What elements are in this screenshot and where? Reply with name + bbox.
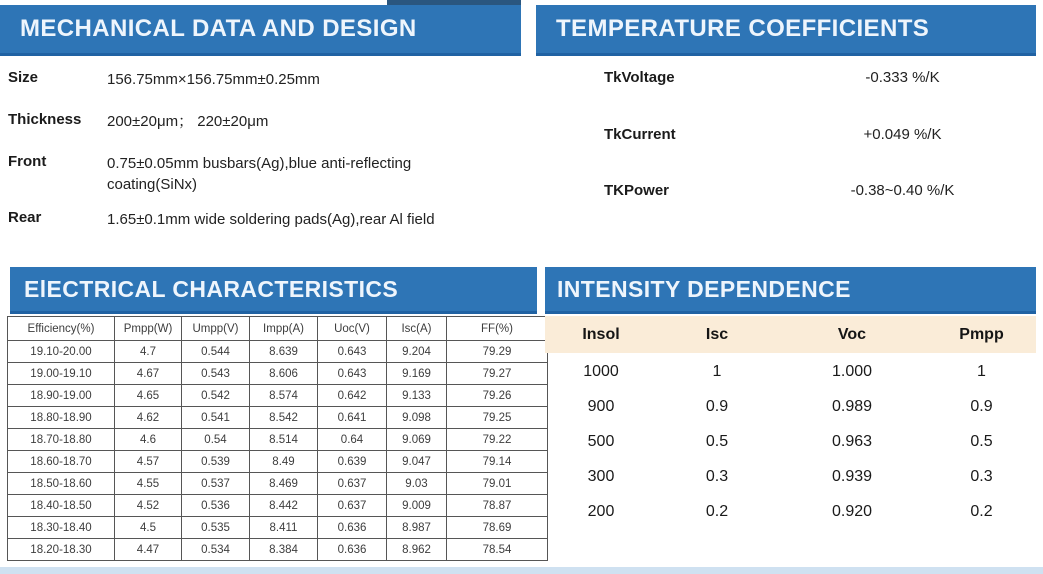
table-cell: 18.20-18.30 xyxy=(8,539,115,561)
column-header: Isc xyxy=(705,325,729,343)
table-row xyxy=(8,429,548,451)
table-cell: 8.639 xyxy=(250,341,318,363)
column-header: Pmpp xyxy=(959,325,1004,343)
column-header: Impp(A) xyxy=(250,317,318,341)
table-cell: 78.54 xyxy=(447,539,548,561)
coefficient-label: TKPower xyxy=(604,182,670,199)
table-cell: 1000 xyxy=(583,362,619,380)
table-cell: 4.65 xyxy=(115,385,182,407)
table-cell: 18.80-18.90 xyxy=(8,407,115,429)
coefficient-value: -0.333 %/K xyxy=(865,69,940,86)
electrical-table-body xyxy=(8,341,548,561)
table-cell: 79.01 xyxy=(447,473,548,495)
table-cell: 18.50-18.60 xyxy=(8,473,115,495)
intensity-table-header xyxy=(545,316,1036,353)
table-cell: 0.2 xyxy=(970,502,993,520)
table-cell: 8.442 xyxy=(250,495,318,517)
table-cell: 78.87 xyxy=(447,495,548,517)
spec-label: Thickness xyxy=(8,111,82,128)
table-cell: 18.70-18.80 xyxy=(8,429,115,451)
column-header: Uoc(V) xyxy=(318,317,387,341)
table-cell: 500 xyxy=(587,432,615,450)
table-cell: 8.574 xyxy=(250,385,318,407)
table-row xyxy=(8,451,548,473)
table-cell: 79.14 xyxy=(447,451,548,473)
table-cell: 1 xyxy=(977,362,986,380)
column-header: Pmpp(W) xyxy=(115,317,182,341)
table-cell: 8.384 xyxy=(250,539,318,561)
table-cell: 19.00-19.10 xyxy=(8,363,115,385)
table-cell: 4.52 xyxy=(115,495,182,517)
table-cell: 4.57 xyxy=(115,451,182,473)
table-row xyxy=(545,389,1036,424)
spec-label: Rear xyxy=(8,209,42,226)
spec-value: 156.75mm×156.75mm±0.25mm xyxy=(107,71,320,88)
table-cell: 0.543 xyxy=(182,363,250,385)
table-row xyxy=(8,407,548,429)
coefficient-label: TkCurrent xyxy=(604,126,676,143)
table-cell: 4.67 xyxy=(115,363,182,385)
column-header: FF(%) xyxy=(447,317,548,341)
table-cell: 0.544 xyxy=(182,341,250,363)
table-cell: 0.3 xyxy=(970,467,993,485)
table-cell: 0.636 xyxy=(318,517,387,539)
coefficient-label: TkVoltage xyxy=(604,69,675,86)
column-header: Isc(A) xyxy=(387,317,447,341)
column-header: Insol xyxy=(582,325,620,343)
electrical-table-head xyxy=(8,317,548,341)
table-cell: 4.6 xyxy=(115,429,182,451)
table-row xyxy=(545,354,1036,389)
table-cell: 9.169 xyxy=(387,363,447,385)
temperature-section-header xyxy=(536,5,1036,56)
spec-value: 1.65±0.1mm wide soldering pads(Ag),rear Al field xyxy=(107,211,435,228)
column-header: Umpp(V) xyxy=(182,317,250,341)
table-row xyxy=(8,539,548,561)
table-cell: 4.55 xyxy=(115,473,182,495)
coefficient-value: -0.38~0.40 %/K xyxy=(850,182,955,199)
intensity-title: INTENSITY DEPENDENCE xyxy=(557,275,851,302)
coefficient-value: +0.049 %/K xyxy=(863,126,942,143)
table-cell: 9.133 xyxy=(387,385,447,407)
table-cell: 0.636 xyxy=(318,539,387,561)
table-row xyxy=(8,363,548,385)
table-cell: 19.10-20.00 xyxy=(8,341,115,363)
table-cell: 8.49 xyxy=(250,451,318,473)
table-cell: 0.637 xyxy=(318,495,387,517)
table-row xyxy=(545,459,1036,494)
table-cell: 79.25 xyxy=(447,407,548,429)
table-cell: 18.90-19.00 xyxy=(8,385,115,407)
table-cell: 0.641 xyxy=(318,407,387,429)
intensity-table-body xyxy=(545,354,1036,529)
table-cell: 8.606 xyxy=(250,363,318,385)
table-row xyxy=(8,385,548,407)
table-header-row xyxy=(8,317,548,341)
table-cell: 4.62 xyxy=(115,407,182,429)
table-row xyxy=(8,517,548,539)
table-cell: 9.047 xyxy=(387,451,447,473)
table-cell: 0.643 xyxy=(318,341,387,363)
table-cell: 78.69 xyxy=(447,517,548,539)
table-cell: 0.989 xyxy=(831,397,873,415)
table-cell: 79.22 xyxy=(447,429,548,451)
table-row xyxy=(8,495,548,517)
column-header: Voc xyxy=(837,325,867,343)
table-cell: 0.534 xyxy=(182,539,250,561)
table-row xyxy=(545,494,1036,529)
table-cell: 9.069 xyxy=(387,429,447,451)
intensity-section-header xyxy=(545,267,1036,314)
table-cell: 8.411 xyxy=(250,517,318,539)
table-row xyxy=(8,473,548,495)
table-cell: 0.2 xyxy=(705,502,729,520)
table-cell: 9.03 xyxy=(387,473,447,495)
table-cell: 900 xyxy=(587,397,615,415)
table-cell: 4.47 xyxy=(115,539,182,561)
table-cell: 0.963 xyxy=(831,432,873,450)
table-cell: 1 xyxy=(712,362,722,380)
table-cell: 18.30-18.40 xyxy=(8,517,115,539)
temperature-title: TEMPERATURE COEFFICIENTS xyxy=(556,15,930,42)
spec-value: 0.75±0.05mm busbars(Ag),blue anti-reflecting coating(SiNx) xyxy=(107,155,412,193)
table-cell: 0.542 xyxy=(182,385,250,407)
table-cell: 0.535 xyxy=(182,517,250,539)
table-cell: 0.541 xyxy=(182,407,250,429)
column-header: Efficiency(%) xyxy=(8,317,115,341)
table-row xyxy=(8,341,548,363)
table-cell: 79.29 xyxy=(447,341,548,363)
table-cell: 0.3 xyxy=(705,467,729,485)
electrical-characteristics-table xyxy=(7,316,548,561)
spec-label: Front xyxy=(8,153,47,170)
table-cell: 79.27 xyxy=(447,363,548,385)
table-cell: 18.60-18.70 xyxy=(8,451,115,473)
table-cell: 0.537 xyxy=(182,473,250,495)
table-cell: 8.542 xyxy=(250,407,318,429)
table-row xyxy=(545,424,1036,459)
table-cell: 300 xyxy=(587,467,615,485)
spec-value: 200±20μm； 220±20μm xyxy=(107,113,269,130)
table-cell: 0.643 xyxy=(318,363,387,385)
table-cell: 8.469 xyxy=(250,473,318,495)
table-cell: 0.642 xyxy=(318,385,387,407)
table-cell: 0.9 xyxy=(705,397,729,415)
electrical-section-header xyxy=(10,267,537,314)
table-cell: 9.204 xyxy=(387,341,447,363)
spec-label: Size xyxy=(8,69,39,86)
bottom-accent-bar xyxy=(0,567,1043,574)
table-cell: 0.5 xyxy=(705,432,729,450)
table-cell: 4.7 xyxy=(115,341,182,363)
table-cell: 0.54 xyxy=(182,429,250,451)
mechanical-title: MECHANICAL DATA AND DESIGN xyxy=(20,15,417,42)
table-cell: 0.920 xyxy=(831,502,873,520)
table-cell: 9.009 xyxy=(387,495,447,517)
table-cell: 0.539 xyxy=(182,451,250,473)
table-cell: 200 xyxy=(587,502,615,520)
table-cell: 0.9 xyxy=(970,397,993,415)
table-cell: 1.000 xyxy=(831,362,873,380)
table-cell: 9.098 xyxy=(387,407,447,429)
table-cell: 8.987 xyxy=(387,517,447,539)
table-cell: 18.40-18.50 xyxy=(8,495,115,517)
table-cell: 4.5 xyxy=(115,517,182,539)
table-cell: 0.639 xyxy=(318,451,387,473)
table-cell: 0.5 xyxy=(970,432,993,450)
table-cell: 8.962 xyxy=(387,539,447,561)
table-cell: 0.536 xyxy=(182,495,250,517)
mechanical-section-header xyxy=(0,5,521,56)
table-cell: 79.26 xyxy=(447,385,548,407)
table-cell: 0.939 xyxy=(831,467,873,485)
electrical-title: ElECTRICAL CHARACTERISTICS xyxy=(24,275,399,302)
table-cell: 0.64 xyxy=(318,429,387,451)
table-cell: 8.514 xyxy=(250,429,318,451)
table-cell: 0.637 xyxy=(318,473,387,495)
